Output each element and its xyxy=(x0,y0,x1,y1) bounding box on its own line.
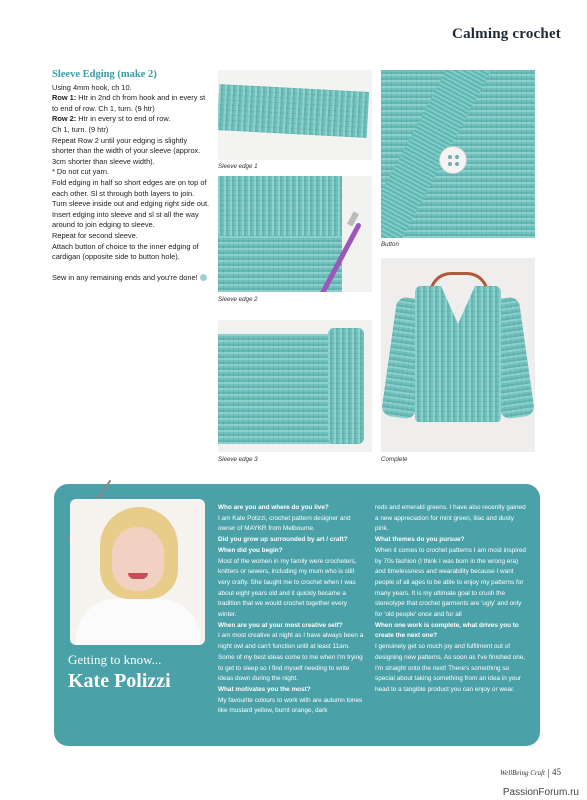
row1-text: Htr in 2nd ch from hook and in every st to end of row. Ch 1, turn. (9 htr) xyxy=(52,93,206,113)
sleeve-cuff xyxy=(328,328,364,444)
page-number: 45 xyxy=(552,767,561,778)
pattern-line: Repeat Row 2 until your edging is slightly shorter than the width of your sleeve (approx. 3cm shorter than sleeve width). xyxy=(52,135,201,166)
caption-sleeve-edge-2: Sleeve edge 2 xyxy=(218,296,258,303)
page-footer xyxy=(500,767,561,778)
pattern-instructions xyxy=(52,70,212,283)
interview-answer: Most of the women in my family were crocheters, knitters or sewers, including my mum who is still very crafty. She taught me to crochet when I was about eight years old and it quickly became a tradition that we would crochet together every winter. xyxy=(218,557,357,619)
edging-strip xyxy=(218,84,369,138)
pattern-line-final: Sew in any remaining ends and you're done! xyxy=(52,273,212,284)
watermark: PassionForum.ru xyxy=(502,787,579,798)
button-icon xyxy=(439,146,467,174)
row1-label: Row 1: xyxy=(52,93,77,103)
interview-answer: I am most creative at night as I have always been a night owl and can't function until at least 11am. Some of my best ideas come to me when I'm trying to get to sleep so I find myself needing to write ideas down during the night. xyxy=(218,632,364,683)
interview-answer: I am Kate Polizzi, crochet pattern designer and owner of MAYKR from Melbourne. xyxy=(218,514,351,533)
photo-sleeve-edge-1 xyxy=(218,70,372,160)
pattern-line: * Do not cut yarn. xyxy=(52,167,110,177)
pattern-line: Using 4mm hook, ch 10. xyxy=(52,82,132,92)
interview-answer: reds and emerald greens. I have also recently gained a new appreciation for mint green, lilac and dusty pink. xyxy=(375,504,526,533)
designer-portrait xyxy=(70,499,205,645)
interview-question: Did you grow up surrounded by art / craft? xyxy=(218,536,348,544)
interview-question: When are you at your most creative self? xyxy=(218,621,343,629)
designer-name: Kate Polizzi xyxy=(68,670,171,692)
photo-complete xyxy=(381,258,535,452)
interview-column-2 xyxy=(375,503,527,696)
interview-question: What themes do you pursue? xyxy=(375,536,465,544)
pattern-row1 xyxy=(52,93,212,114)
photo-sleeve-edge-2 xyxy=(218,176,372,292)
interview-question: What motivates you the most? xyxy=(218,685,311,693)
pattern-line: Ch 1, turn. (9 htr) xyxy=(52,124,109,134)
caption-sleeve-edge-3: Sleeve edge 3 xyxy=(218,456,258,463)
pattern-line: Repeat for second sleeve. xyxy=(52,230,138,240)
row2-label: Row 2: xyxy=(52,114,77,124)
photo-button xyxy=(381,70,535,238)
yarn-ball-icon xyxy=(200,274,207,281)
caption-complete: Complete xyxy=(381,456,408,463)
interview-question: Who are you and where do you live? xyxy=(218,504,329,511)
section-title: Calming crochet xyxy=(452,26,561,42)
interview-answer: I genuinely get so much joy and fulfilment out of designing new patterns. As soon as I've finished one, I'm straight onto the next! There's something so special about taking something from an idea in your head to a tangible product you can enjoy or wear. xyxy=(375,643,526,693)
photo-sleeve-edge-3 xyxy=(218,320,372,452)
caption-sleeve-edge-1: Sleeve edge 1 xyxy=(218,163,258,170)
caption-button: Button xyxy=(381,241,399,248)
sleeve xyxy=(218,334,338,444)
row2-text: Htr in every st to end of row. xyxy=(76,114,171,124)
magazine-name: WellBeing Craft xyxy=(499,769,545,778)
pattern-row2 xyxy=(52,114,212,125)
interview-column-1 xyxy=(218,503,366,717)
interview-question: When did you begin? xyxy=(218,546,283,554)
pattern-line: Insert edging into sleeve and sl st all the way around to join edging to sleeve. xyxy=(52,209,199,230)
pattern-line: Fold edging in half so short edges are on top of each other. Sl st through both layers to join. xyxy=(52,177,207,198)
pattern-heading: Sleeve Edging (make 2) xyxy=(52,69,157,80)
interview-question: When one work is complete, what drives you to create the next one? xyxy=(375,621,519,640)
interview-answer: When it comes to crochet patterns I am most inspired by 70s fashion (I think I was born in the wrong era) and timelessness and wearability because I want people of all ages to be able to enjoy my patterns for many years. It is my ultimate goal to crush the stereotype that crochet garments are 'ugly' and only for 'old people' once and for all xyxy=(375,546,526,619)
bio-kicker: Getting to know... xyxy=(68,652,162,667)
pattern-line: Attach button of choice to the inner edging of cardigan (opposite side to button hole). xyxy=(52,241,199,262)
pattern-line: Turn sleeve inside out and edging right side out. xyxy=(52,199,210,209)
interview-answer: My favourite colours to work with are autumn tones like mustard yellow, burnt orange, dark xyxy=(218,696,363,715)
